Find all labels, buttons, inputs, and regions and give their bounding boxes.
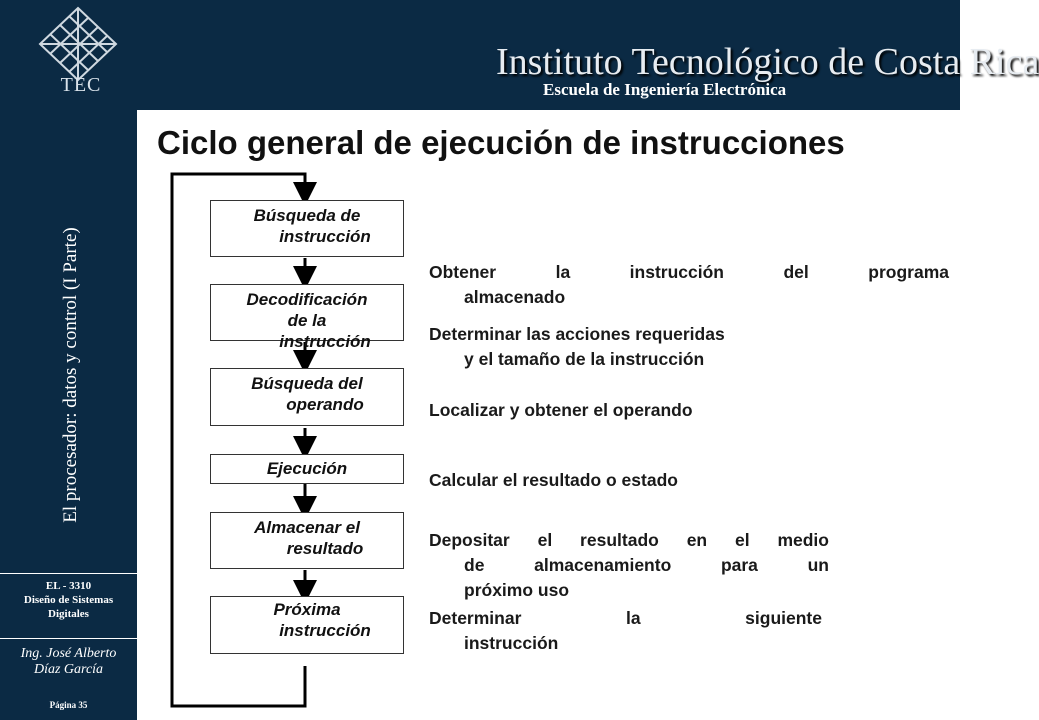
step-label: instrucción: [279, 227, 371, 246]
step-label: Decodificación: [246, 290, 368, 309]
desc-text: Calcular el resultado o estado: [429, 470, 678, 490]
section-title-vertical: El procesador: datos y control (I Parte): [60, 227, 81, 523]
slide-title: Ciclo general de ejecución de instrucciones: [157, 124, 845, 161]
step-label: instrucción: [279, 621, 371, 640]
logo-text: TEC: [60, 74, 102, 96]
desc-text: Determinar las acciones requeridas: [429, 324, 725, 344]
step-label: operando: [286, 395, 364, 414]
step-fetch-operand: [210, 368, 404, 426]
desc-text: y el tamaño de la instrucción: [464, 349, 705, 369]
course-name: Diseño de Sistemas: [23, 594, 114, 606]
desc-text: Obtener la instrucción del programa: [429, 262, 949, 282]
desc-fetch-instruction: [429, 260, 949, 310]
course-name: Digitales: [48, 608, 89, 620]
step-label: Búsqueda de: [253, 206, 361, 225]
desc-text: Depositar el resultado en el medio: [429, 530, 829, 550]
author-name: Díaz García: [33, 662, 104, 677]
institution-name: Instituto Tecnológico de Costa Rica: [496, 41, 1039, 83]
step-label: de la: [287, 311, 327, 330]
desc-execute: [429, 468, 849, 493]
desc-text: Determinar la siguiente: [429, 608, 822, 628]
author-name: Ing. José Alberto: [20, 646, 117, 661]
desc-text: de almacenamiento para un: [464, 555, 829, 575]
step-next-instruction: [210, 596, 404, 654]
desc-store-result: [429, 528, 829, 603]
step-fetch-instruction: [210, 200, 404, 257]
step-label: instrucción: [279, 332, 371, 351]
school-name: Escuela de Ingeniería Electrónica: [543, 80, 787, 99]
desc-text: instrucción: [464, 633, 559, 653]
step-label: Próxima: [273, 600, 341, 619]
step-label: resultado: [286, 539, 364, 558]
desc-next-instruction: [429, 606, 822, 656]
step-label: Búsqueda del: [251, 374, 363, 393]
desc-text: próximo uso: [464, 580, 570, 600]
desc-fetch-operand: [429, 398, 849, 423]
page-number: Página 35: [49, 700, 88, 710]
step-execute: [210, 454, 404, 484]
step-label: Almacenar el: [254, 518, 360, 537]
step-label: Ejecución: [266, 459, 348, 478]
step-decode: [210, 284, 404, 351]
course-code: EL - 3310: [45, 580, 92, 592]
desc-text: Localizar y obtener el operando: [429, 400, 693, 420]
desc-text: almacenado: [464, 287, 566, 307]
step-store-result: [210, 512, 404, 569]
desc-decode: [429, 322, 849, 372]
